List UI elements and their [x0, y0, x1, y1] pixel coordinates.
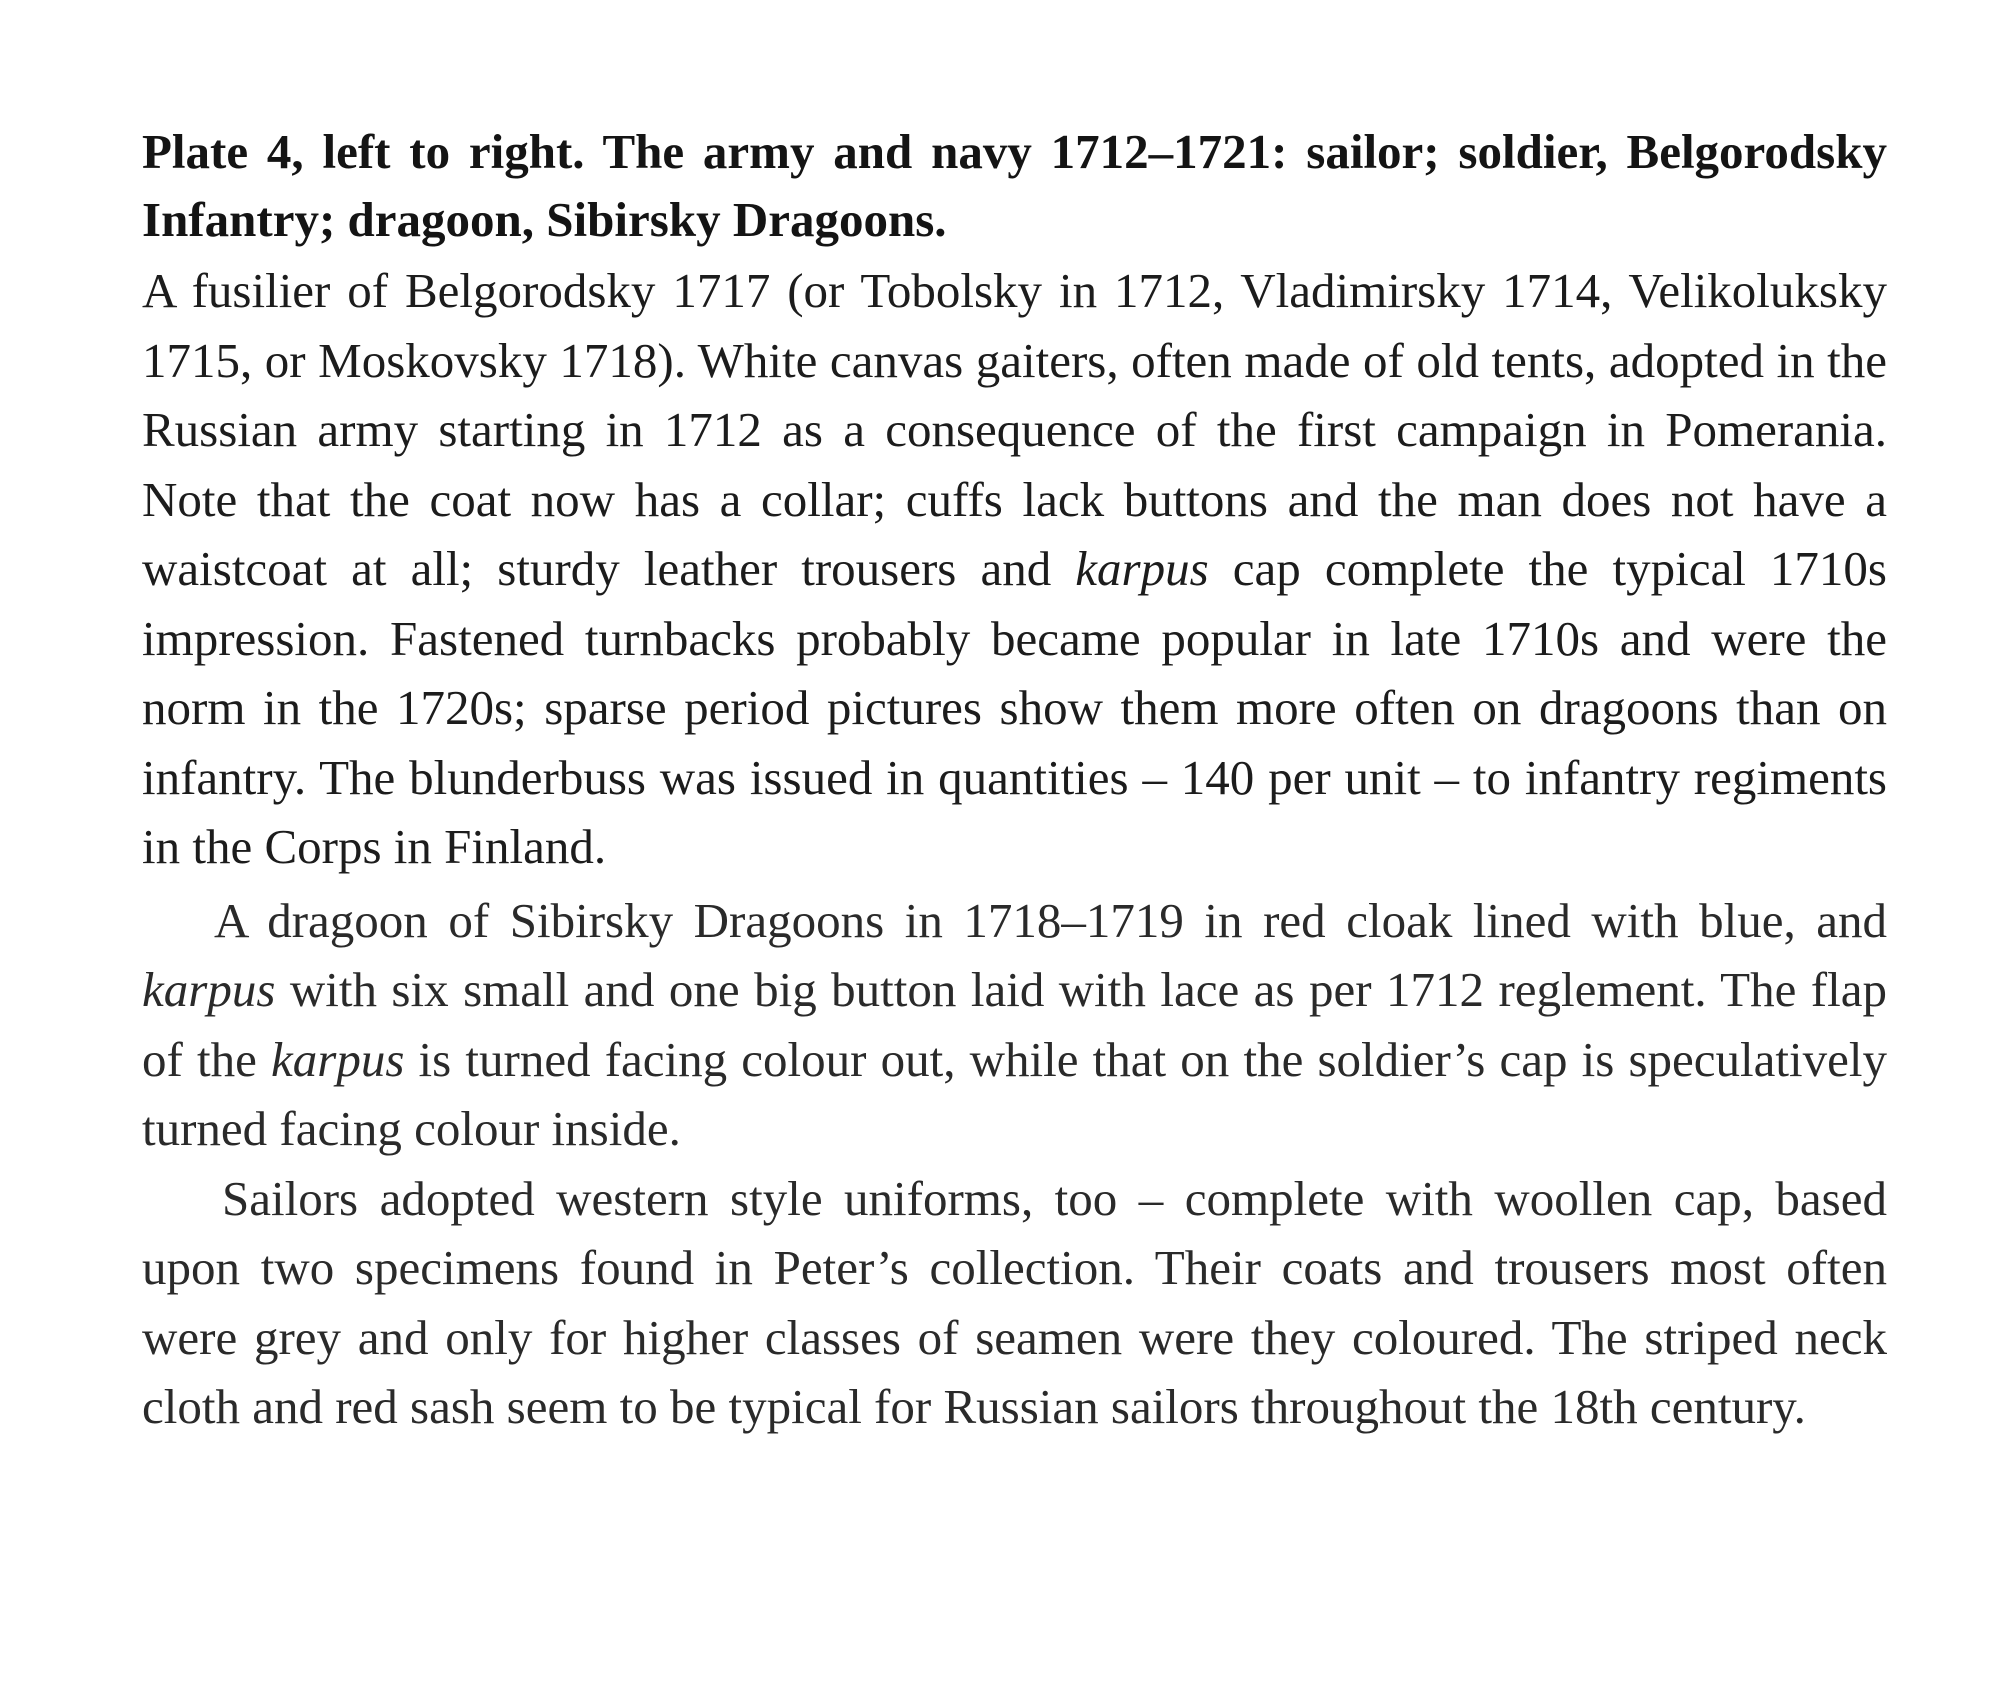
karpus-italic: karpus	[142, 962, 276, 1017]
page-text	[142, 118, 1887, 1442]
paragraph-dragoon-text-1: A dragoon of Sibirsky Dragoons in 1718–1719 in red cloak lined with blue, and	[214, 892, 1887, 948]
paragraph-dragoon-text-2: with six small and one big button laid with lace as per 1712 reglement. The flap of the	[142, 962, 1887, 1087]
paragraph-dragoon	[142, 886, 1887, 1164]
plate-caption: Plate 4, left to right. The army and navy 1712–1721: sailor; soldier, Belgorodsky Infantry; dragoon, Sibirsky Dragoons.	[142, 124, 1887, 247]
paragraph-dragoon-text-3: is turned facing colour out, while that on the soldier’s cap is speculatively turned facing colour inside.	[142, 1031, 1887, 1156]
karpus-italic: karpus	[1075, 541, 1209, 596]
paragraph-sailors: Sailors adopted western style uniforms, too – complete with woollen cap, based upon two specimens found in Peter’s collection. Their coats and trousers most often were grey and only for higher classes of seamen were they coloured. The striped neck cloth and red sash seem to be typical for Russian sailors throughout the 18th century.	[142, 1170, 1887, 1434]
paragraph-fusilier-text-2: cap complete the typical 1710s impression. Fastened turnbacks probably became popular in late 1710s and were the norm in the 1720s; sparse period pictures show them more often on dragoons than on infantry. The blunderbuss was issued in quantities – 140 per unit – to infantry regiments in the Corps in Finland.	[142, 541, 1887, 874]
karpus-italic: karpus	[271, 1031, 405, 1087]
paragraph-fusilier-text-1: A fusilier of Belgorodsky 1717 (or Tobolsky in 1712, Vladimirsky 1714, Velikoluksky 1715, or Moskovsky 1718). White canvas gaiters, often made of old tents, adopted in the Russian army starting in 1712 as a consequence of the first campaign in Pomerania. Note that the coat now has a collar; cuffs lack buttons and the man does not have a waistcoat at all; sturdy leather trousers and	[142, 263, 1887, 596]
paragraph-fusilier	[142, 256, 1887, 882]
